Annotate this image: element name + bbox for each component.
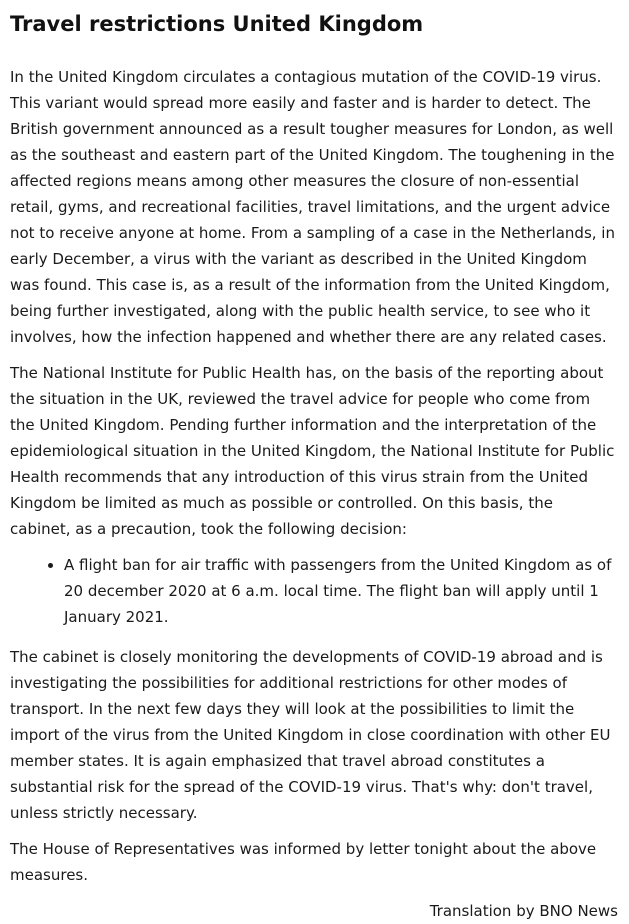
paragraph-intro: In the United Kingdom circulates a contagious mutation of the COVID-19 virus. This variant would spread more easily and faster and is harder to detect. The British government announced as a result tougher measures for London, as well as the southeast and eastern part of the United Kingdom. The toughening in the affected regions means among other measures the closure of non-essential retail, gyms, and recreational facilities, travel limitations, and the urgent advice not to receive anyone at home. From a sampling of a case in the Netherlands, in early December, a virus with the variant as described in the United Kingdom was found. This case is, as a result of the information from the United Kingdom, being further investigated, along with the public health service, to see who it involves, how the infection happened and whether there are any related cases.	[10, 68, 615, 346]
decision-list	[10, 552, 618, 630]
paragraph-institute: The National Institute for Public Health has, on the basis of the reporting about the situation in the UK, reviewed the travel advice for people who come from the United Kingdom. Pending further information and the interpretation of the epidemiological situation in the United Kingdom, the National Institute for Public Health recommends that any introduction of this virus strain from the United Kingdom be limited as much as possible or controlled. On this basis, the cabinet, as a precaution, took the following decision:	[10, 364, 615, 538]
translation-credit: Translation by BNO News	[429, 902, 618, 920]
list-item-flight-ban: • A flight ban for air traffic with passengers from the United Kingdom as of 20 december 2020 at 6 a.m. local time. The flight ban will apply until 1 January 2021.	[64, 552, 618, 630]
paragraph-house: The House of Representatives was informed by letter tonight about the above measures.	[10, 840, 597, 884]
page-title: Travel restrictions United Kingdom	[10, 12, 424, 36]
paragraph-cabinet: The cabinet is closely monitoring the developments of COVID-19 abroad and is investigating the possibilities for additional restrictions for other modes of transport. In the next few days they will look at the possibilities to limit the import of the virus from the United Kingdom in close coordination with other EU member states. It is again emphasized that travel abroad constitutes a substantial risk for the spread of the COVID-19 virus. That's why: don't travel, unless strictly necessary.	[10, 648, 611, 822]
